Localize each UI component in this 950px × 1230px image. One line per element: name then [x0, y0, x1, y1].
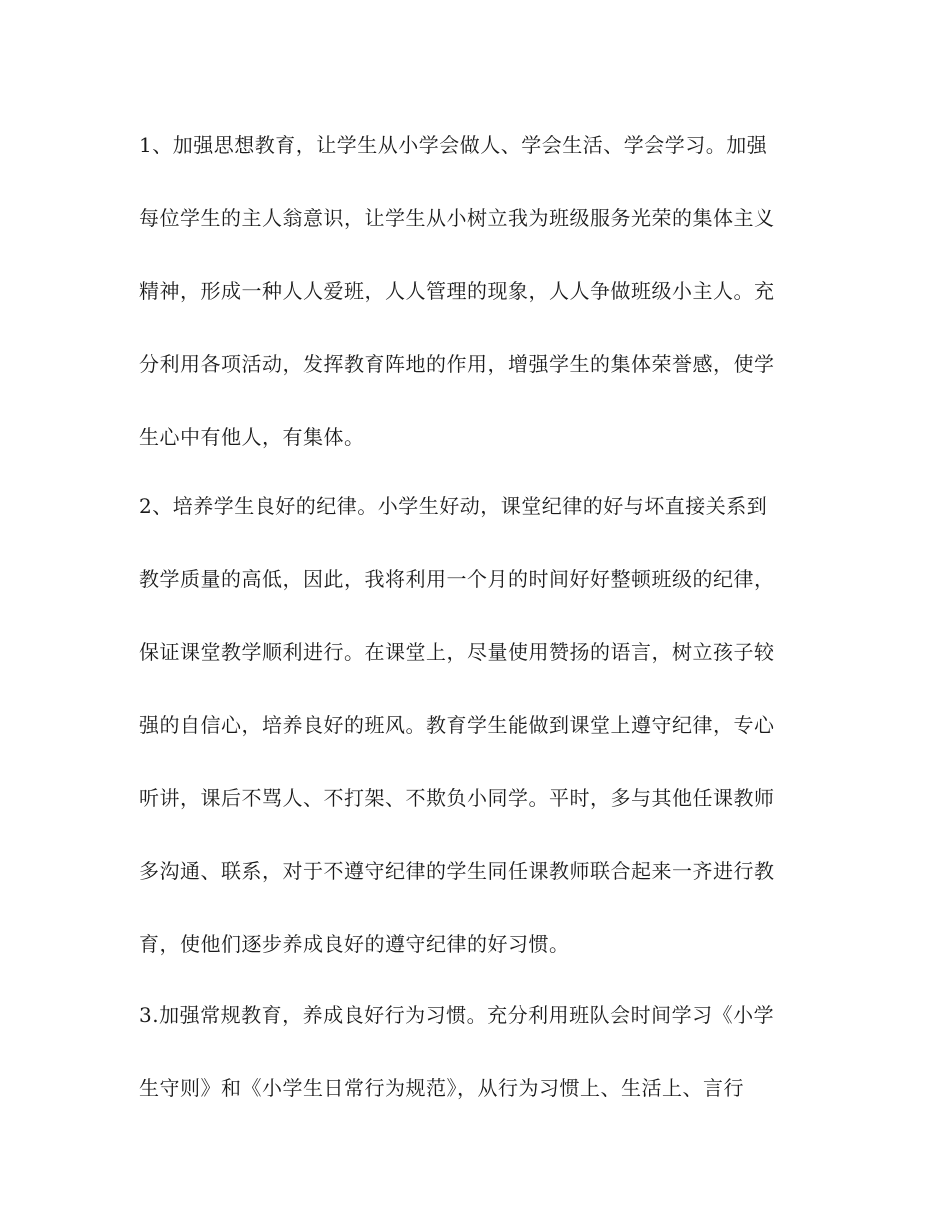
- text-line: 生守则》和《小学生日常行为规范》，从行为习惯上、生活上、言行: [139, 1076, 744, 1100]
- text-line: 2、培养学生良好的纪律。小学生好动，课堂纪律的好与坏直接关系到: [139, 494, 768, 518]
- text-line: 强的自信心，培养良好的班风。教育学生能做到课堂上遵守纪律，专心: [139, 713, 775, 737]
- text-line: 育，使他们逐步养成良好的遵守纪律的好习惯。: [139, 932, 570, 956]
- text-line: 保证课堂教学顺利进行。在课堂上，尽量使用赞扬的语言，树立孩子较: [139, 640, 775, 664]
- text-line: 精神，形成一种人人爱班，人人管理的现象，人人争做班级小主人。充: [139, 279, 775, 303]
- text-line: 3.加强常规教育，养成良好行为习惯。充分利用班队会时间学习《小学: [139, 1003, 775, 1027]
- text-line: 多沟通、联系，对于不遵守纪律的学生同任课教师联合起来一齐进行教: [139, 859, 775, 883]
- text-line: 每位学生的主人翁意识，让学生从小树立我为班级服务光荣的集体主义: [139, 206, 775, 230]
- text-line: 听讲，课后不骂人、不打架、不欺负小同学。平时，多与其他任课教师: [139, 786, 775, 810]
- text-line: 教学质量的高低，因此，我将利用一个月的时间好好整顿班级的纪律，: [139, 567, 775, 591]
- text-line: 生心中有他人，有集体。: [139, 425, 365, 449]
- text-line: 1、加强思想教育，让学生从小学会做人、学会生活、学会学习。加强: [139, 133, 768, 157]
- text-line: 分利用各项活动，发挥教育阵地的作用，增强学生的集体荣誉感，使学: [139, 352, 775, 376]
